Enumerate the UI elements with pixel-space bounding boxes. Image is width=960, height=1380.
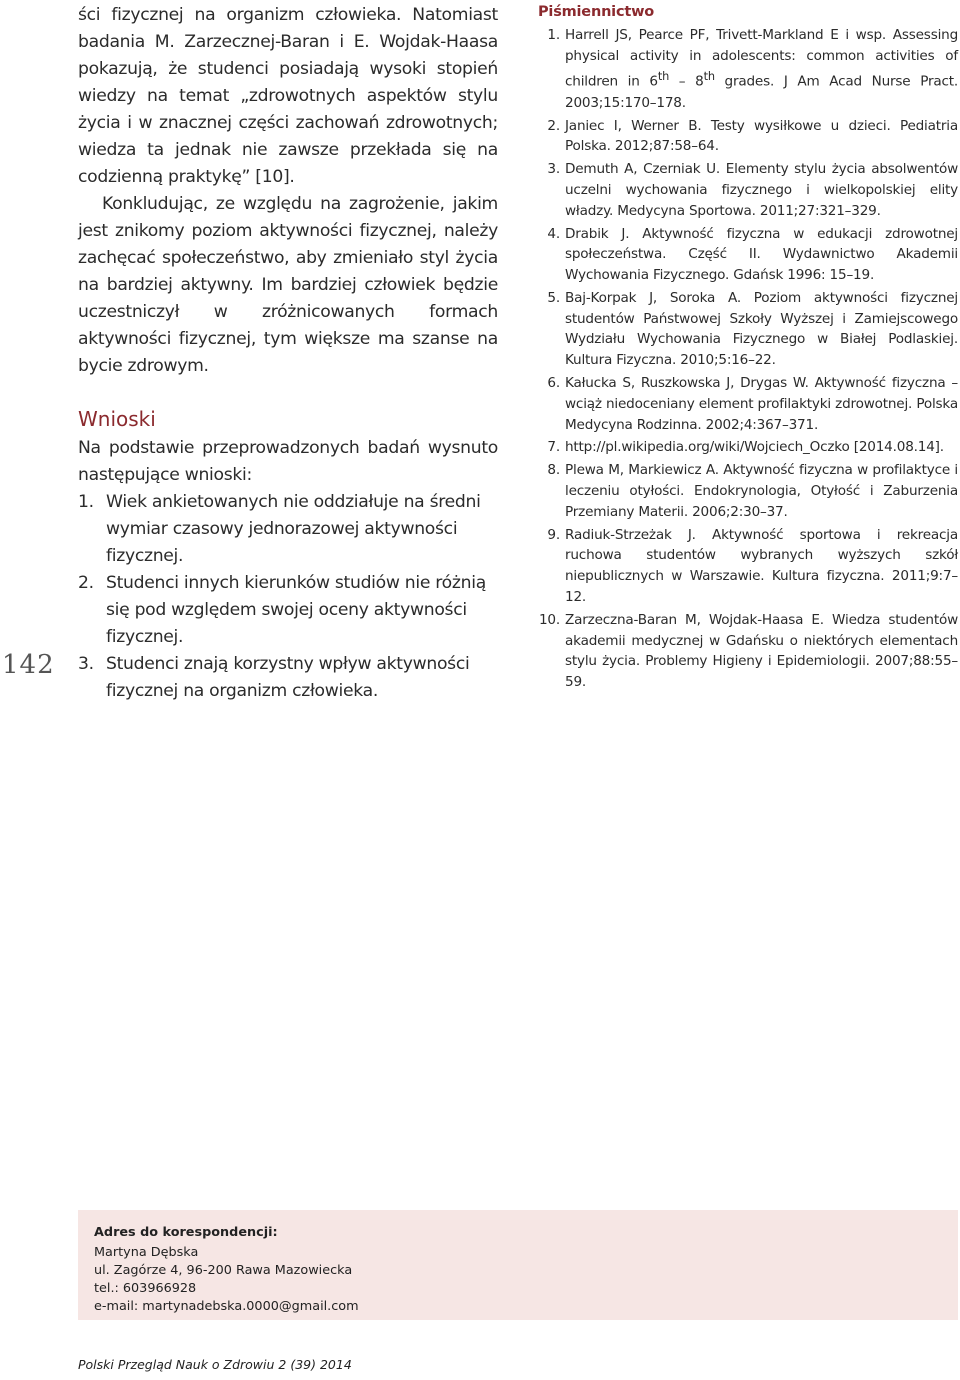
paragraph-1: ści fizycznej na organizm człowieka. Natomiast badania M. Zarzecznej-Baran i E. Wojdak-Haasa pokazują, że studenci posiadają wysoki stopień wiedzy na temat „zdrowotnych aspektów stylu życia i w znacznej części zachowań zdrowotnych; wiedza ta jednak nie zawsze przekłada się na codzienną praktykę” [10].: [78, 5, 498, 187]
reference-number: 5.: [547, 289, 560, 306]
reference-item: [538, 116, 958, 158]
reference-number: 3.: [547, 161, 560, 178]
reference-item: [538, 25, 958, 114]
conclusion-text: Studenci innych kierunków studiów nie różnią się pod względem swojej oceny aktywności fizycznej.: [106, 573, 486, 647]
conclusion-item: [78, 570, 498, 651]
reference-number: 10.: [538, 611, 560, 628]
reference-item: [538, 288, 958, 371]
conclusion-item: [78, 651, 498, 705]
conclusion-text: Studenci znają korzystny wpływ aktywności fizycznej na organizm człowieka.: [106, 654, 470, 701]
references-heading: Piśmiennictwo: [538, 4, 655, 20]
references-column: [538, 2, 958, 695]
page-number: 142: [2, 650, 55, 680]
reference-number: 4.: [547, 225, 560, 242]
correspondence-box: [78, 1210, 958, 1320]
correspondence-label: Adres do korespondencji:: [94, 1225, 278, 1240]
reference-text: Baj-Korpak J, Soroka A. Poziom aktywności fizycznej studentów Państwowej Szkoły Wyższej i Zamiejscowego Wydziału Wychowania Fizycznego w Białej Podlaskiej. Kultura Fizyczna. 2010;5:16–22.: [565, 289, 958, 369]
reference-number: 9.: [547, 526, 560, 543]
reference-number: 6.: [547, 375, 560, 392]
reference-text: [565, 25, 958, 114]
conclusion-number: 3.: [78, 654, 94, 674]
correspondence-name: Martyna Dębska: [94, 1245, 199, 1260]
conclusion-item: [78, 489, 498, 570]
reference-number: 8.: [547, 462, 560, 479]
correspondence-phone: tel.: 603966928: [94, 1281, 197, 1296]
correspondence-street: ul. Zagórze 4, 96-200 Rawa Mazowiecka: [94, 1263, 353, 1278]
superscript-th: th: [703, 69, 715, 84]
left-column: [78, 2, 498, 705]
conclusions-intro: Na podstawie przeprowadzonych badań wysnuto następujące wnioski:: [78, 438, 498, 485]
correspondence-email[interactable]: e-mail: martynadebska.0000@gmail.com: [94, 1299, 359, 1314]
reference-number: 2.: [547, 117, 560, 134]
reference-item: [538, 159, 958, 221]
reference-item: [538, 610, 958, 693]
conclusion-number: 1.: [78, 492, 94, 512]
paragraph-2: Konkludując, ze względu na zagrożenie, jakim jest znikomy poziom aktywności fizycznej, należy zachęcać społeczeństwo, aby zmieniało styl życia na bardziej aktywny. Im bardziej człowiek będzie uczestniczył w zróżnicowanych formach aktywności fizycznej, tym większe ma szanse na bycie zdrowym.: [78, 194, 498, 376]
conclusion-text: Wiek ankietowanych nie oddziałuje na średni wymiar czasowy jednorazowej aktywności fizycznej.: [106, 492, 481, 566]
reference-item: [538, 525, 958, 608]
reference-text: Radiuk-Strzeżak J. Aktywność sportowa i rekreacja ruchowa studentów wybranych wyższych szkół niepublicznych w Warszawie. Kultura fizyczna. 2011;9:7–12.: [565, 526, 958, 606]
reference-text-part: Harrell JS, Pearce PF, Trivett-Markland E i wsp. Assessing physical activity in adolescents: common activities of children in 6: [565, 26, 958, 90]
conclusion-number: 2.: [78, 573, 94, 593]
reference-text: Demuth A, Czerniak U. Elementy stylu życia absolwentów uczelni wychowania fizycznego i wielkopolskiej elity władzy. Medycyna Sportowa. 2011;27:321–329.: [565, 161, 958, 219]
reference-text: Zarzeczna-Baran M, Wojdak-Haasa E. Wiedza studentów akademii medycznej w Gdańsku o niektórych elementach stylu życia. Problemy Higieny i Epidemiologii. 2007;88:55–59.: [565, 611, 958, 691]
reference-text: Janiec I, Werner B. Testy wysiłkowe u dzieci. Pediatria Polska. 2012;87:58–64.: [565, 117, 958, 155]
reference-number: 1.: [547, 26, 560, 43]
reference-text-part: grades. J Am Acad Nurse Pract. 2003;15:170–178.: [565, 73, 958, 111]
reference-item: [538, 437, 958, 458]
references-list: [538, 25, 958, 693]
reference-text: Kałucka S, Ruszkowska J, Drygas W. Aktywność fizyczna – wciąż niedoceniany element profilaktyki zdrowotnej. Polska Medycyna Rodzinna. 2002;4:367–371.: [565, 375, 958, 433]
reference-link[interactable]: http://pl.wikipedia.org/wiki/Wojciech_Oczko [2014.08.14].: [565, 439, 944, 456]
journal-footer: Polski Przegląd Nauk o Zdrowiu 2 (39) 2014: [78, 1357, 352, 1372]
reference-item: [538, 224, 958, 286]
reference-text-part: – 8: [669, 73, 704, 90]
reference-text: Plewa M, Markiewicz A. Aktywność fizyczna w profilaktyce i leczeniu otyłości. Endokrynologia, Otyłość i Zaburzenia Przemiany Materii. 2006;2:30–37.: [565, 462, 958, 520]
reference-item: [538, 373, 958, 435]
reference-number: 7.: [547, 439, 560, 456]
conclusions-list: [78, 489, 498, 705]
reference-text: Drabik J. Aktywność fizyczna w edukacji zdrowotnej społeczeństwa. Część II. Wydawnictwo Akademii Wychowania Fizycznego. Gdańsk 1996: 15–19.: [565, 225, 958, 284]
reference-item: [538, 460, 958, 522]
superscript-th: th: [657, 69, 670, 84]
conclusions-heading: Wnioski: [78, 407, 156, 431]
